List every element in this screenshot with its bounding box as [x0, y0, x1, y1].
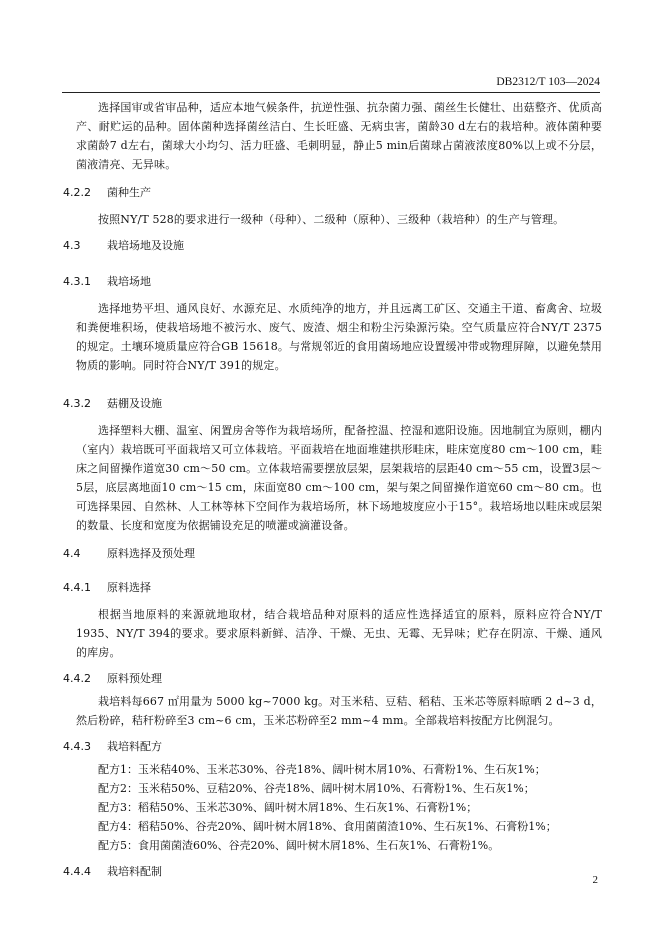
recipe-item: 配方3：稻秸50%、玉米芯30%、阔叶树木屑18%、生石灰1%、石膏粉1%； — [98, 801, 478, 814]
recipe-item: 配方2：玉米秸50%、豆秸20%、谷壳18%、阔叶树木屑10%、石膏粉1%、生石灰1%； — [98, 782, 535, 795]
heading-title: 菇棚及设施 — [107, 397, 162, 410]
heading-title: 栽培料配方 — [107, 740, 162, 753]
heading-4-4-2 — [63, 670, 589, 686]
paragraph-strain-production: 按照NY/T 528的要求进行一级种（母种）、二级种（原种）、三级种（栽培种）的生产与管理。 — [98, 213, 565, 226]
page-content — [63, 98, 602, 879]
document-code: DB2312/T 103—2024 — [496, 76, 600, 88]
heading-number: 4.4 — [63, 547, 81, 560]
heading-title: 原料选择及预处理 — [107, 547, 195, 560]
paragraph-strain-selection: 选择国审或省审品种，适应本地气候条件，抗逆性强、抗杂菌力强、菌丝生长健壮、出菇整齐、优质高产、耐贮运的品种。固体菌种选择菌丝洁白、生长旺盛、无病虫害，菌龄30 d左右的栽培种。液体菌种要求菌龄7 d左右，菌球大小均匀、活力旺盛、毛刺明显，静止5 min后菌球占菌液浓度80%以上或不分层，菌液清亮、无异味。 — [76, 101, 602, 171]
page-number: 2 — [592, 874, 598, 886]
heading-title: 栽培场地及设施 — [107, 239, 184, 252]
heading-number: 4.3 — [63, 239, 81, 252]
heading-number: 4.3.1 — [63, 275, 91, 288]
heading-4-4-1 — [63, 579, 589, 595]
paragraph-cultivation-site: 选择地势平坦、通风良好、水源充足、水质纯净的地方，并且远离工矿区、交通主干道、畜禽舍、垃圾和粪便堆积场，使栽培场地不被污水、废气、废渣、烟尘和粉尘污染源污染。空气质量应符合NY/T 2375的规定。土壤环境质量应符合GB 15618。与常规邻近的食用菌场地应设置缓冲带或物理屏障，以避免禁用物质的影响。同时符合NY/T 391的规定。 — [76, 302, 602, 372]
heading-title: 栽培场地 — [107, 275, 151, 288]
heading-4-4-4 — [63, 863, 589, 879]
heading-4-3 — [63, 237, 589, 253]
heading-4-3-2 — [63, 395, 589, 411]
paragraph-material-pretreatment: 栽培料每667 ㎡用量为 5000 kg~7000 kg。对玉米秸、豆秸、稻秸、玉米芯等原料晾晒 2 d~3 d，然后粉碎，秸秆粉碎至3 cm~6 cm，玉米芯粉碎至2 mm~4 mm。全部栽培料按配方比例混匀。 — [76, 695, 602, 727]
header-rule — [62, 92, 600, 93]
heading-number: 4.4.3 — [63, 740, 91, 753]
recipe-item: 配方1：玉米秸40%、玉米芯30%、谷壳18%、阔叶树木屑10%、石膏粉1%、生石灰1%； — [98, 763, 546, 776]
paragraph-mushroom-shed: 选择塑料大棚、温室、闲置房舍等作为栽培场所，配备控温、控湿和遮阳设施。因地制宜为原则，棚内（室内）栽培既可平面栽培又可立体栽培。平面栽培在地面堆建拱形畦床，畦床宽度80 cm～100 cm，畦床之间留操作道宽30 cm～50 cm。立体栽培需要摆放层架，层架栽培的层距40 cm～55 cm，设置3层～5层，底层离地面10 cm～15 cm，床面宽80 cm～100 cm，架与架之间留操作道宽60 cm～80 cm。也可选择果园、自然林、人工林等林下空间作为栽培场所，林下场地坡度应小于15°。栽培场地以畦床或层架的数量、长度和宽度为依据铺设充足的喷灌或滴灌设备。 — [76, 424, 602, 532]
heading-4-3-1 — [63, 273, 589, 289]
heading-number: 4.4.2 — [63, 672, 91, 685]
heading-number: 4.4.1 — [63, 581, 91, 594]
heading-title: 菌种生产 — [107, 186, 151, 199]
heading-title: 原料预处理 — [107, 672, 162, 685]
heading-number: 4.3.2 — [63, 397, 91, 410]
heading-number: 4.4.4 — [63, 865, 91, 878]
recipe-item: 配方5：食用菌菌渣60%、谷壳20%、阔叶树木屑18%、生石灰1%、石膏粉1%。 — [98, 839, 500, 852]
heading-4-2-2 — [63, 184, 589, 200]
recipe-list — [76, 760, 602, 855]
heading-4-4 — [63, 545, 589, 561]
heading-4-4-3 — [63, 738, 589, 754]
recipe-item: 配方4：稻秸50%、谷壳20%、阔叶树木屑18%、食用菌菌渣10%、生石灰1%、石膏粉1%； — [98, 820, 557, 833]
paragraph-material-selection: 根据当地原料的来源就地取材，结合栽培品种对原料的适应性选择适宜的原料，原料应符合NY/T 1935、NY/T 394的要求。要求原料新鲜、洁净、干燥、无虫、无霉、无异味；贮存在阴凉、干燥、通风的库房。 — [76, 608, 602, 659]
heading-number: 4.2.2 — [63, 186, 91, 199]
heading-title: 栽培料配制 — [107, 865, 162, 878]
heading-title: 原料选择 — [107, 581, 151, 594]
